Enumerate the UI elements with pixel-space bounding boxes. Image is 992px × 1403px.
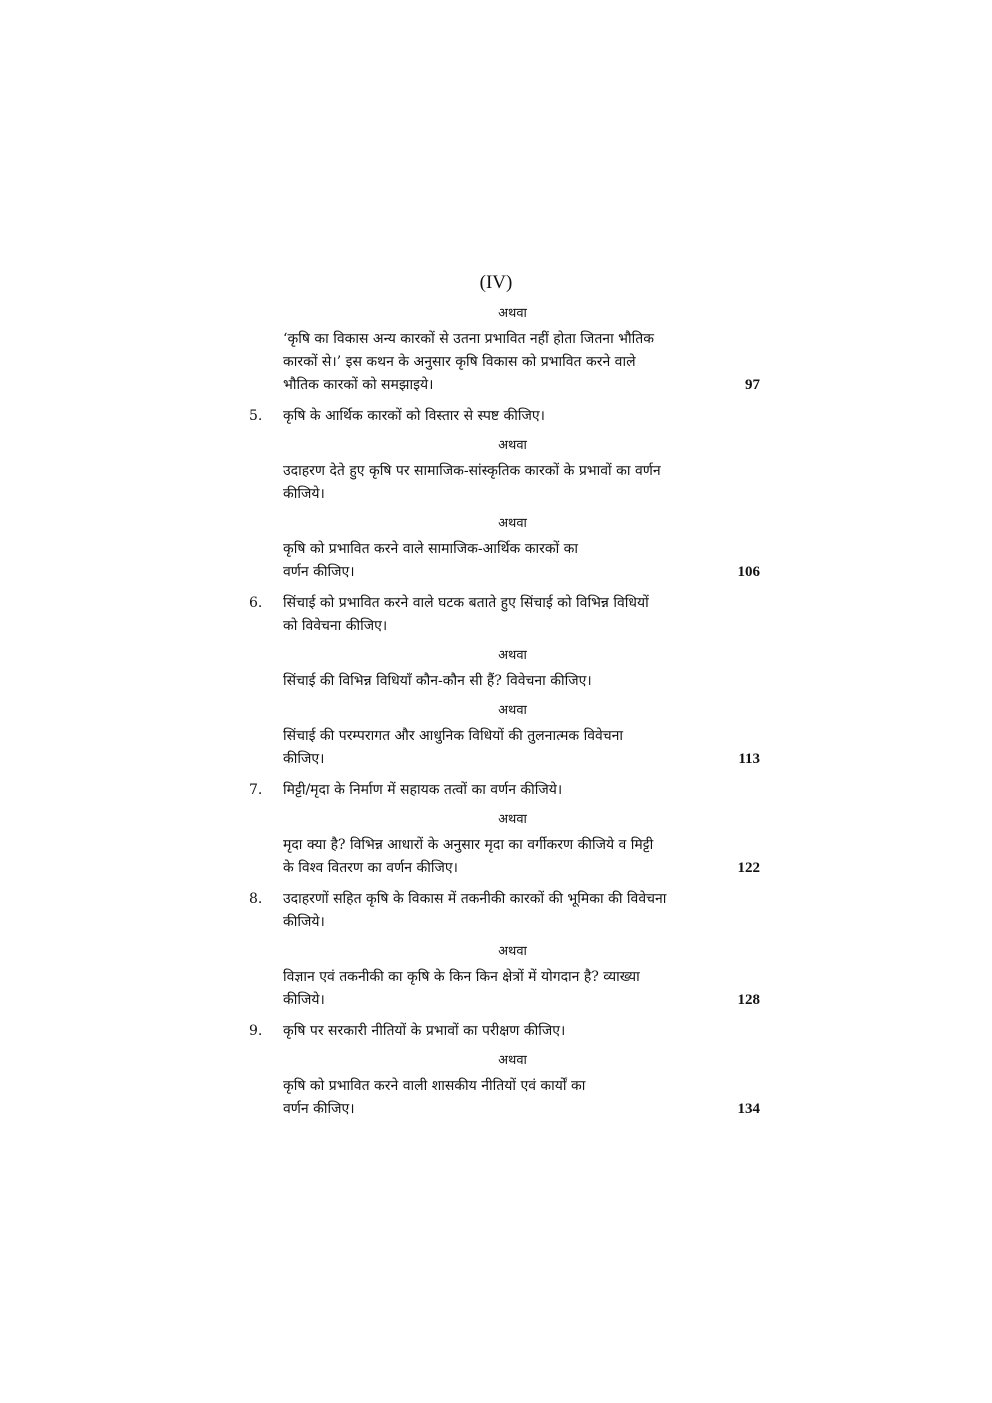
text-line: सिंचाई को प्रभावित करने वाले घटक बताते हुए सिंचाई को विभिन्न विधियों xyxy=(283,595,649,611)
page-number: (IV) xyxy=(479,272,513,293)
question-text xyxy=(245,328,760,397)
text-line: मृदा क्या है? विभिन्न आधारों के अनुसार मृदा का वर्गीकरण कीजिये व मिट्टी xyxy=(283,837,654,853)
or-separator: अथवा xyxy=(498,703,527,718)
text-line: को विवेचना कीजिए। xyxy=(283,618,388,634)
text-line: के विश्व वितरण का वर्णन कीजिए। xyxy=(283,860,458,876)
question-number: 8. xyxy=(249,891,263,907)
text-line: वर्णन कीजिए। xyxy=(283,564,355,580)
page-reference: 128 xyxy=(737,992,760,1008)
question-text xyxy=(245,538,760,584)
or-separator: अथवा xyxy=(498,812,527,827)
text-line: उदाहरण देते हुए कृषि पर सामाजिक-सांस्कृतिक कारकों के प्रभावों का वर्णन xyxy=(283,463,661,479)
page-reference: 134 xyxy=(737,1101,760,1117)
text-line: सिंचाई की परम्परागत और आधुनिक विधियों की तुलनात्मक विवेचना xyxy=(283,728,624,744)
question-text xyxy=(245,834,760,880)
text-line: कृषि को प्रभावित करने वाले सामाजिक-आर्थिक कारकों का xyxy=(283,541,579,557)
question-6 xyxy=(245,592,760,638)
text-line: कारकों से।’ इस कथन के अनुसार कृषि विकास को प्रभावित करने वाले xyxy=(283,354,636,370)
text-line: कीजिये। xyxy=(283,914,325,930)
text-line: ‘कृषि का विकास अन्य कारकों से उतना प्रभावित नहीं होता जितना भौतिक xyxy=(283,331,654,347)
question-8 xyxy=(245,888,760,934)
text-line: उदाहरणों सहित कृषि के विकास में तकनीकी कारकों की भूमिका की विवेचना xyxy=(283,891,667,907)
question-text xyxy=(245,1075,760,1121)
question-number: 9. xyxy=(249,1023,263,1039)
text-line: कीजिये। xyxy=(283,486,325,502)
question-list xyxy=(245,304,760,1129)
or-separator: अथवा xyxy=(498,1053,527,1068)
question-7 xyxy=(245,779,760,802)
question-text xyxy=(245,725,760,771)
page-reference: 122 xyxy=(737,860,760,876)
page-reference: 97 xyxy=(745,377,760,393)
or-separator: अथवा xyxy=(498,944,527,959)
text-line: वर्णन कीजिए। xyxy=(283,1101,355,1117)
page-reference: 106 xyxy=(737,564,760,580)
or-separator: अथवा xyxy=(498,306,527,321)
text-line: कृषि को प्रभावित करने वाली शासकीय नीतियों एवं कार्यों का xyxy=(283,1078,586,1094)
question-text xyxy=(245,670,760,693)
text-line: कीजिये। xyxy=(283,992,325,1008)
text-line: मिट्टी/मृदा के निर्माण में सहायक तत्वों का वर्णन कीजिये। xyxy=(283,782,563,798)
question-number: 5. xyxy=(249,408,263,424)
page-reference: 113 xyxy=(738,751,760,767)
or-separator: अथवा xyxy=(498,438,527,453)
or-separator: अथवा xyxy=(498,648,527,663)
text-line: भौतिक कारकों को समझाइये। xyxy=(283,377,434,393)
text-line: कृषि पर सरकारी नीतियों के प्रभावों का परीक्षण कीजिए। xyxy=(283,1023,566,1039)
question-number: 6. xyxy=(249,595,263,611)
text-line: विज्ञान एवं तकनीकी का कृषि के किन किन क्षेत्रों में योगदान है? व्याख्या xyxy=(283,969,640,985)
text-line: सिंचाई की विभिन्न विधियाँ कौन-कौन सी हैं? विवेचना कीजिए। xyxy=(283,673,592,689)
text-line: कृषि के आर्थिक कारकों को विस्तार से स्पष्ट कीजिए। xyxy=(283,408,545,424)
question-9 xyxy=(245,1020,760,1043)
text-line: कीजिए। xyxy=(283,751,325,767)
question-number: 7. xyxy=(249,782,263,798)
question-text xyxy=(245,460,760,506)
question-5 xyxy=(245,405,760,428)
question-text xyxy=(245,966,760,1012)
or-separator: अथवा xyxy=(498,516,527,531)
